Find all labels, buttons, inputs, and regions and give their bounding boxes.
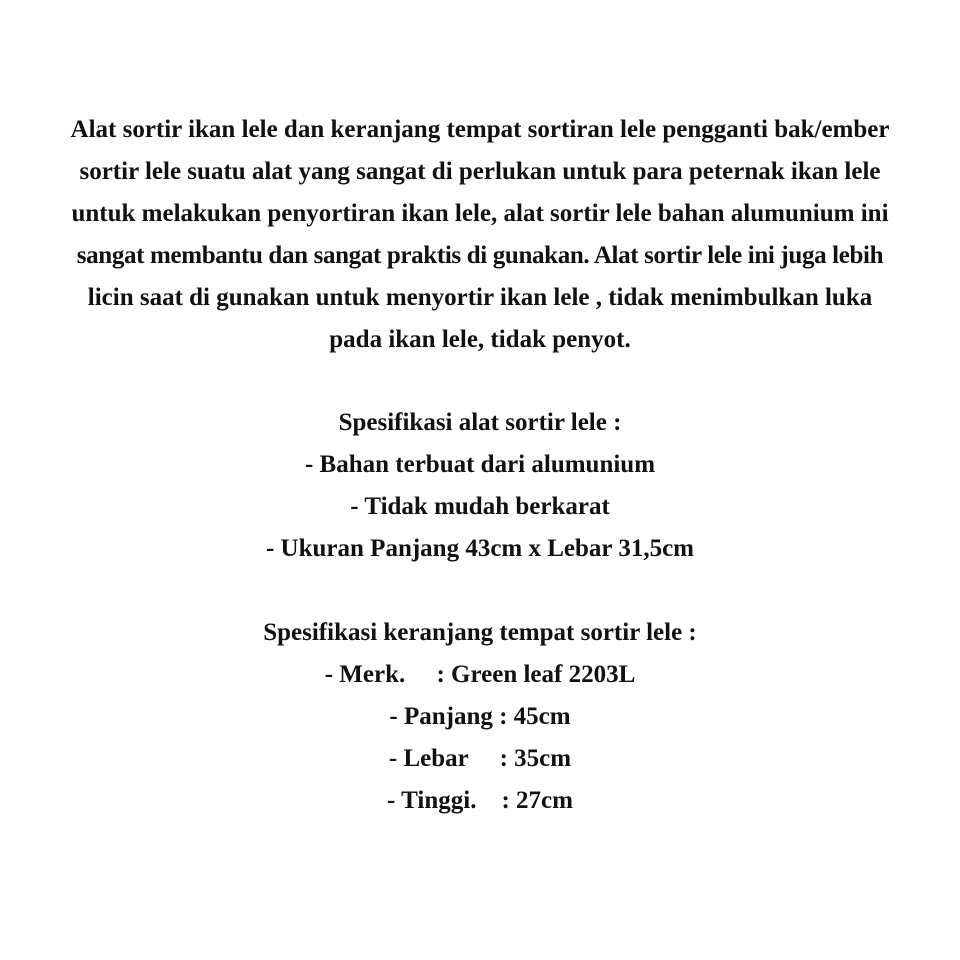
description-line: untuk melakukan penyortiran ikan lele, alat sortir lele bahan alumunium ini <box>71 200 889 227</box>
spec-keranjang-title: Spesifikasi keranjang tempat sortir lele : <box>263 619 697 646</box>
spec-keranjang-item: - Merk. : Green leaf 2203L <box>324 661 636 688</box>
spec-alat-item: - Ukuran Panjang 43cm x Lebar 31,5cm <box>265 535 694 562</box>
description-line: sangat membantu dan sangat praktis di gunakan. Alat sortir lele ini juga lebih <box>76 242 884 269</box>
spec-keranjang-item: - Panjang : 45cm <box>389 703 571 730</box>
spec-alat-item: - Bahan terbuat dari alumunium <box>304 451 656 478</box>
spec-alat-item: - Tidak mudah berkarat <box>350 493 610 520</box>
spec-keranjang-item: - Lebar : 35cm <box>388 745 572 772</box>
description-line: licin saat di gunakan untuk menyortir ikan lele , tidak menimbulkan luka <box>87 284 873 311</box>
description-line: Alat sortir ikan lele dan keranjang tempat sortiran lele pengganti bak/ember <box>70 116 890 143</box>
spec-alat-title: Spesifikasi alat sortir lele : <box>338 409 622 436</box>
description-line: pada ikan lele, tidak penyot. <box>329 326 631 353</box>
description-line: sortir lele suatu alat yang sangat di perlukan untuk para peternak ikan lele <box>79 158 881 185</box>
spec-keranjang-item: - Tinggi. : 27cm <box>387 787 573 814</box>
